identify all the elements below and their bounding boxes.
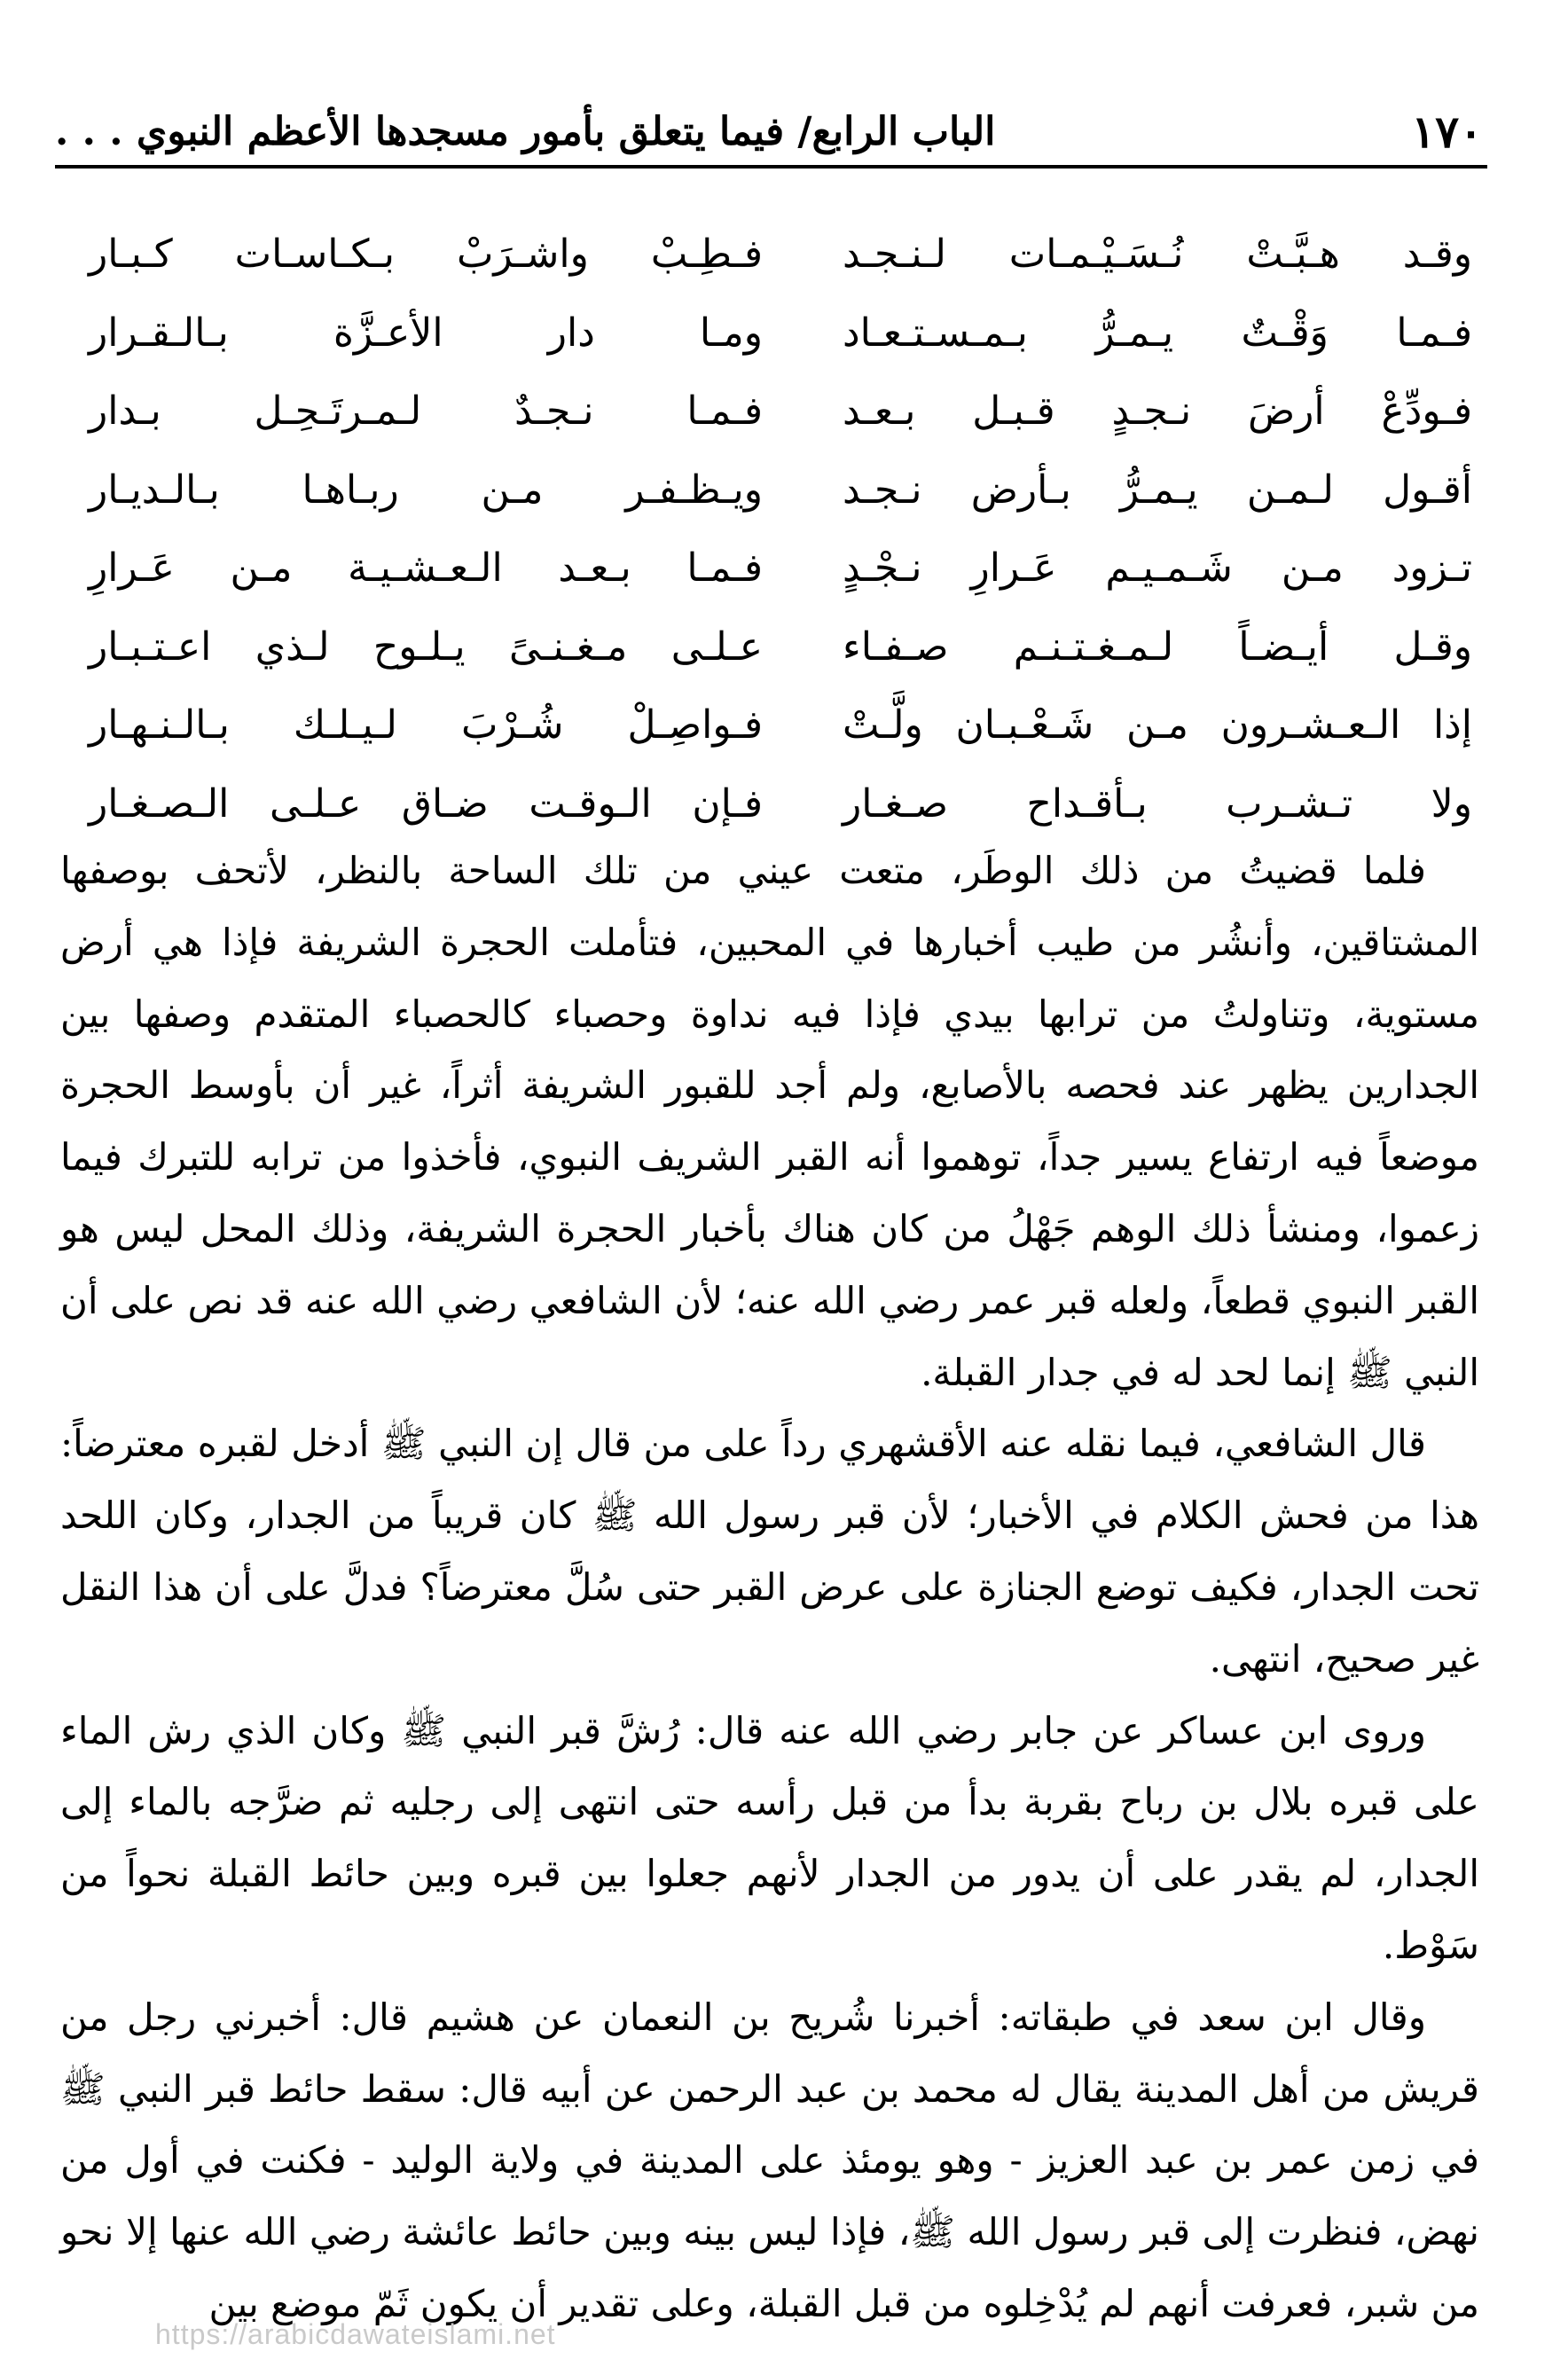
verse-first-hemistich: تـزود مـن شَـمـيـم عَـرارِ نـجْـدٍ — [843, 545, 1472, 591]
verse-first-hemistich: وقـد هـبَّـتْ نُـسَـيْـمـات لـنـجـد — [843, 231, 1472, 277]
paragraph: وقال ابن سعد في طبقاته: أخبرنا شُريح بن النعمان عن هشيم قال: أخبرني رجل من قريش من أهل المدينة يقال له محمد بن عبد الرحمن عن أبيه قال: سقط حائط قبر النبي ﷺ في زمن عمر بن عبد العزيز - وهو يومئذ على المدينة في ولاية الوليد - فكنت في أول من نهض، فنظرت إلى قبر رسول الله ﷺ، فإذا ليس بينه وبين حائط عائشة رضي الله عنها إلا نحو من شبر، فعرفت أنهم لم يُدْخِلوه من قبل القبلة، وعلى تقدير أن يكون ثَمّ موضع بين — [60, 1995, 1479, 2325]
verse-second-hemistich: فـمـا بـعـد الـعـشـيـة مـن عَـرارِ — [89, 545, 763, 591]
paragraph: فلما قضيتُ من ذلك الوطَر، متعت عيني من تلك الساحة بالنظر، لأتحف بوصفها المشتاقين، وأنشُر من طيب أخبارها في المحبين، فتأملت الحجرة الشريفة فإذا هي أرض مستوية، وتناولتُ من ترابها بيدي فإذا فيه نداوة وحصباء كالحصباء المتقدم وصفها بين الجدارين يظهر عند فحصه بالأصابع، ولم أجد للقبور الشريفة أثراً، غير أن بأوسط الحجرة موضعاً فيه ارتفاع يسير جداً، توهموا أنه القبر الشريف النبوي، فأخذوا من ترابه للتبرك فيما زعموا، ومنشأ ذلك الوهم جَهْلُ من كان هناك بأخبار الحجرة الشريفة، وذلك المحل ليس هو القبر النبوي قطعاً، ولعله قبر عمر رضي الله عنه؛ لأن الشافعي رضي الله عنه قد نص على أن النبي ﷺ إنما لحد له في جدار القبلة. — [60, 849, 1479, 1394]
poem-verse — [53, 223, 1472, 302]
poem-verse — [53, 459, 1472, 538]
verse-second-hemistich: عـلـى مـغـنـىً يـلـوح لـذي اعـتـبـار — [89, 623, 763, 670]
verse-first-hemistich: ولا تـشـرب بـأقـداح صـغـار — [843, 780, 1472, 827]
poem-verse — [53, 302, 1472, 381]
running-header — [55, 105, 1483, 160]
verse-second-hemistich: فـواصِـلْ شُـرْبَ لـيـلـك بـالـنـهـار — [89, 702, 763, 748]
verse-first-hemistich: إذا الـعـشـرون مـن شَـعْـبـان ولَّـتْ — [843, 702, 1472, 748]
verse-first-hemistich: فـمـا وَقْـتٌ يـمـرُّ بـمـسـتـعـاد — [843, 310, 1472, 356]
verse-second-hemistich: فـطِـبْ واشـرَبْ بـكـاسـات كـبـار — [89, 231, 763, 277]
verse-first-hemistich: وقـل أيـضـاً لـمـغـتـنـم صـفـاء — [843, 623, 1472, 670]
poem-verse — [53, 616, 1472, 695]
verse-first-hemistich: فـودِّعْ أرضَ نـجـدٍ قـبـل بـعـد — [843, 388, 1472, 434]
poem-verse — [53, 694, 1472, 773]
paragraph: قال الشافعي، فيما نقله عنه الأقشهري رداً على من قال إن النبي ﷺ أدخل لقبره معترضاً: هذا من فحش الكلام في الأخبار؛ لأن قبر رسول الله ﷺ كان قريباً من الجدار، وكان اللحد تحت الجدار، فكيف توضع الجنازة على عرض القبر حتى سُلَّ معترضاً؟ فدلَّ على أن هذا النقل غير صحيح، انتهى. — [60, 1422, 1479, 1681]
header-rule — [55, 165, 1487, 169]
verse-second-hemistich: ومـا دار الأعـزَّة بـالـقـرار — [89, 310, 763, 356]
page-number: ١٧٠ — [1411, 106, 1483, 158]
body-text — [60, 835, 1479, 2340]
verse-second-hemistich: ويـظـفـر مـن ربـاهـا بـالـديـار — [89, 466, 763, 513]
poem-verse — [53, 537, 1472, 616]
watermark-url: https://arabicdawateislami.net — [155, 2318, 556, 2350]
verse-second-hemistich: فـمـا نـجـدٌ لـمـرتَـحِـل بـدار — [89, 388, 763, 434]
verse-first-hemistich: أقـول لـمـن يـمـرُّ بـأرض نـجـد — [843, 466, 1472, 513]
running-title: الباب الرابع/ فيما يتعلق بأمور مسجدها الأعظم النبوي . . . — [55, 109, 996, 154]
poem — [53, 223, 1472, 851]
verse-second-hemistich: فـإن الـوقـت ضـاق عـلـى الـصـغـار — [89, 780, 763, 827]
paragraph: وروى ابن عساكر عن جابر رضي الله عنه قال: رُشَّ قبر النبي ﷺ وكان الذي رش الماء على قبره بلال بن رباح بقربة بدأ من قبل رأسه حتى انتهى إلى رجليه ثم ضرَّجه بالماء إلى الجدار، لم يقدر على أن يدور من الجدار لأنهم جعلوا بين قبره وبين حائط القبلة نحواً من سَوْط. — [60, 1708, 1479, 1967]
poem-verse — [53, 380, 1472, 459]
